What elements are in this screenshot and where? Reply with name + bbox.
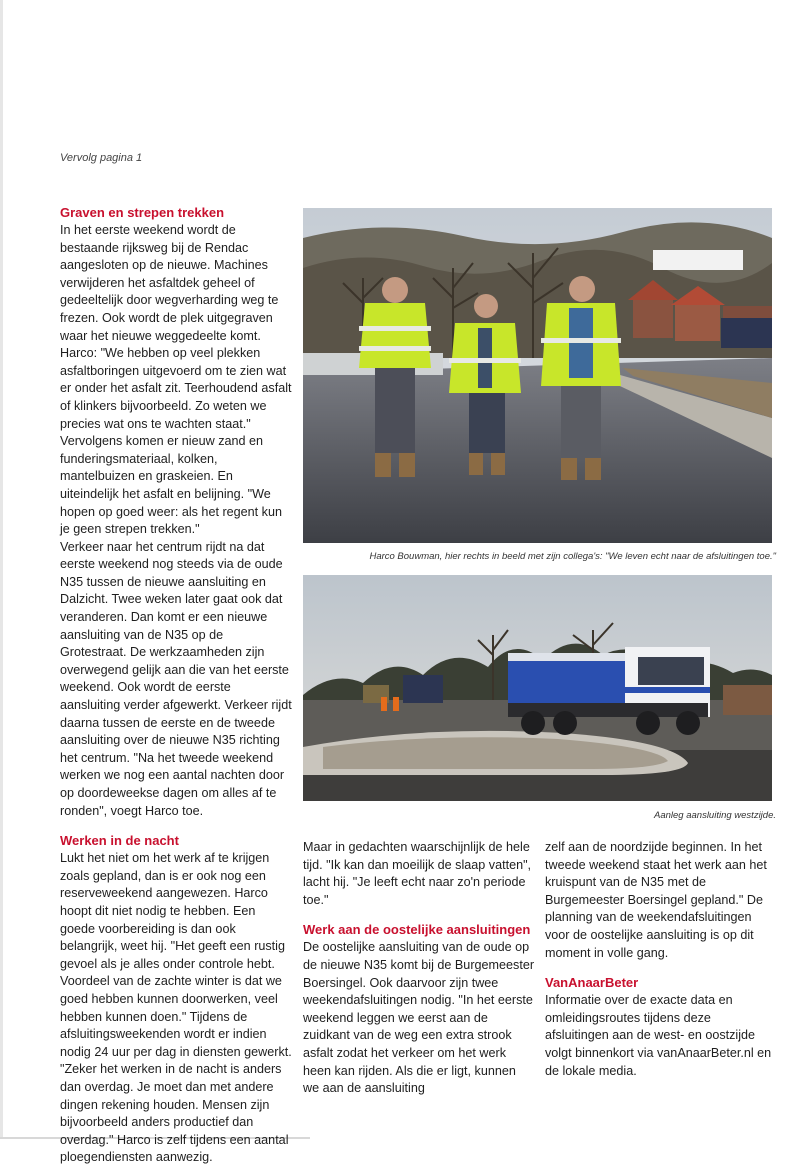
paragraph: De oostelijke aansluiting van de oude op de nieuwe N35 komt bij de Burgemeester Boersingel. Ook daarvoor zijn twee weekendafsluitingen nodig. "In het eerste weekend leggen we eerst aan de zuidkant van de weg een extra strook asfalt zodat het verkeer om het werk heen kan rijden. Als die er ligt, kunnen we aan de aansluiting — [303, 940, 535, 1096]
page-left-edge — [0, 0, 3, 1139]
section-heading-nacht: Werken in de nacht — [60, 833, 179, 849]
section-heading-oostelijke: Werk aan de oostelijke aansluitingen — [303, 922, 531, 938]
paragraph: Informatie over de exacte data en omleidingsroutes tijdens deze afsluitingen aan de west- en oostzijde volgt binnenkort via vanAnaarBeter.nl en de lokale media. — [545, 993, 772, 1078]
photo-workers-on-road — [303, 208, 772, 543]
article-column-3 — [545, 839, 773, 1080]
paragraph: Maar in gedachten waarschijnlijk de hele tijd. "Ik kan dan moeilijk de slaap vatten", lacht hij. "Je leeft echt naar zo'n periode toe." — [303, 840, 532, 907]
paragraph: Lukt het niet om het werk af te krijgen zoals gepland, dan is er ook nog een reserveweekend aangewezen. Harco hoopt dit niet nodig te hebben. Een goede voorbereiding is dan ook belangrijk, weet hij. "Het geeft een rustig gevoel als je alles onder controle hebt. Voordeel van de zachte winter is dat we goed hebben kunnen doorwerken, veel hebben kunnen doen." Tijdens de afsluitingsweekenden wordt er indien nodig 24 uur per dag in diensten gewerkt. "Zeker het werken in de nacht is anders dan overdag. Je moet dan met andere dingen rekening houden. Mensen zijn bijvoorbeeld anders productief dan overdag." Harco is zelf tijdens een aantal ploegendiensten aanwezig. — [60, 851, 292, 1165]
paragraph: zelf aan de noordzijde beginnen. In het tweede weekend staat het werk aan het kruispunt van de N35 met de Burgemeester Boersingel gepland." De planning van de weekendafsluitingen voor de oostelijke aansluiting is op dit moment in volle gang. — [545, 840, 767, 960]
paragraph: In het eerste weekend wordt de bestaande rijksweg bij de Rendac aangesloten op de nieuwe. Machines verwijderen het asfaltdek geheel of gedeeltelijk door wegverharding weg te frezen. Ook wordt de plek uitgegraven waar het nieuwe weggedeelte komt. Harco: "We hebben op veel plekken asfaltboringen uitgevoerd om te zien wat er onder het asfalt zit. Teerhoudend asfalt of klinkers bijvoorbeeld. Zo weten we precies wat ons te wachten staat." Vervolgens komen er nieuw zand en funderingsmateriaal, kolken, mantelbuizen en graskeien. En uiteindelijk het asfalt en belijning. "We hopen op goed weer: als het regent kun je geen strepen trekken." — [60, 223, 292, 537]
photo-caption-truck: Aanleg aansluiting westzijde. — [654, 810, 776, 821]
article-column-1 — [60, 204, 292, 1167]
photo-caption-workers: Harco Bouwman, hier rechts in beeld met zijn collega's: "We leven echt naar de afsluitingen toe." — [369, 551, 776, 562]
running-head: Vervolg pagina 1 — [60, 152, 143, 164]
section-heading-graven: Graven en strepen trekken — [60, 205, 225, 220]
photo-truck-roundabout — [303, 575, 772, 801]
paragraph: Verkeer naar het centrum rijdt na dat eerste weekend nog steeds via de oude N35 tussen de nieuwe aansluiting en Dalzicht. Twee weken later gaat ook dat veranderen. Dan komt er een nieuwe aansluiting van de N35 op de Grotestraat. De werkzaamheden zijn overwegend gelijk aan die van het eerste weekend. Ook wordt de eerste aansluiting verder afgewerkt. Verkeer rijdt daarna tussen de eerste en de tweede aansluiting over de nieuwe N35 richting het centrum. "Na het tweede weekend werken we nog een aantal nachten door op doordeweekse dagen om alles af te ronden", voegt Harco toe. — [60, 539, 292, 818]
section-heading-vananaarbeter: VanAnaarBeter — [545, 975, 639, 991]
article-column-2 — [303, 839, 535, 1098]
